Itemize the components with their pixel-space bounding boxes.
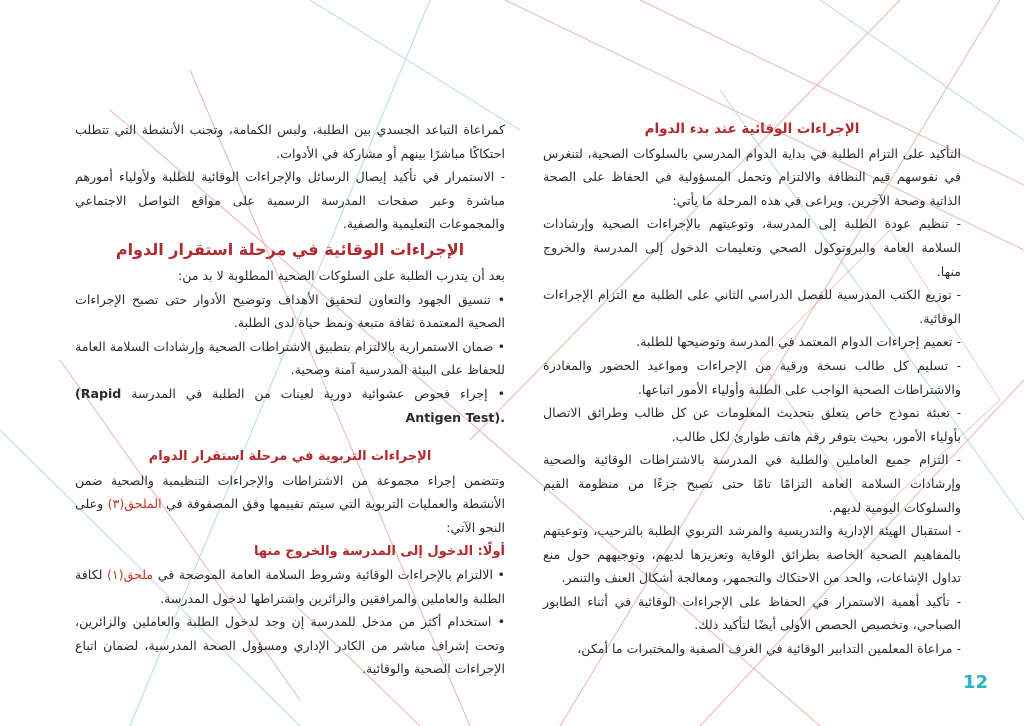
bullet-text: • إجراء فحوص عشوائية دورية لعينات من الطلبة في المدرسة (131, 385, 505, 401)
list-item: - تسليم كل طالب نسخة ورقية من الإجراءات ومواعيد الحضور والمغادرة والاشتراطات الصحية الواجب على الطلبة وأولياء الأمور اتباعها. (543, 357, 961, 397)
section-intro (75, 469, 505, 540)
list-item: - الاستمرار في تأكيد إيصال الرسائل والإجراءات الوقائية للطلبة ولأولياء أمورهم مباشرة وعبر صفحات المدرسة الرسمية على مواقع التواصل الاجتماعي والمجموعات التعليمية والصفية. (75, 169, 505, 232)
appendix-reference: ملحق(١) (106, 567, 154, 583)
continued-paragraph: كمراعاة التباعد الجسدي بين الطلبة، ولبس الكمامة، وتجنب الأنشطة التي تتطلب احتكاكًا مباشرًا بينهم أو مشاركة في الأدوات. (75, 122, 505, 161)
bullet-item (75, 563, 505, 610)
list-item: - مراعاة المعلمين التدابير الوقائية في الغرف الصفية والمختبرات ما أمكن، (577, 641, 961, 657)
section-heading-preventive-stability: الإجراءات الوقائية في مرحلة استقرار الدوام (115, 239, 465, 259)
list-item: - استقبال الهيئة الإدارية والتدريسية والمرشد التربوي الطلبة بالترحيب، وتوعيتهم بالمفاهيم الصحية الخاصة بطرائق الوقاية وتعزيزها لديهم، وتوجيههم حول منع تداول الإشاعات، والحد من الاحتكاك والتجمهر، ومعالجة أشكال العنف والتنمر. (543, 523, 961, 586)
section-heading-start-of-school: الإجراءات الوقائية عند بدء الدوام (644, 121, 860, 137)
section-intro: بعد أن يتدرب الطلبة على السلوكات الصحية المطلوبة لا بد من: (177, 267, 505, 283)
list-item: - تأكيد أهمية الاستمرار في الحفاظ على الإجراءات الوقائية في أثناء الطابور الصباحي، وتخصيص الحصص الأولى أيضًا لتأكيد ذلك. (543, 593, 961, 633)
appendix-reference: الملحق(٣) (107, 496, 162, 512)
intro-end: وعلى النحو الآتي: (75, 496, 505, 535)
rapid-antigen-test-label: (Rapid Antigen Test). (75, 385, 505, 425)
left-column (75, 118, 505, 681)
subheading-entry-exit: أولًا: الدخول إلى المدرسة والخروج منها (253, 543, 505, 559)
page-number: 12 (963, 672, 989, 693)
bullet-item: • استخدام أكثر من مدخل للمدرسة إن وجد لدخول الطلبة والعاملين والزائرين، وتحت إشراف مباشر من الكادر الإداري ومسؤول الصحة المدرسية، لضمان اتباع الإجراءات الصحية والوقائية. (75, 614, 505, 677)
bullet-text: • الالتزام بالإجراءات الوقائية وشروط السلامة العامة الموضحة في (157, 567, 505, 583)
list-item: - توزيع الكتب المدرسية للفصل الدراسي الثاني على الطلبة مع التزام الإجراءات الوقائية. (543, 287, 961, 326)
list-item: - تعميم إجراءات الدوام المعتمد في المدرسة وتوضيحها للطلبة. (636, 334, 961, 350)
right-column (543, 118, 961, 661)
list-item: - التزام جميع العاملين والطلبة في المدرسة بالاشتراطات الوقائية والصحية وإرشادات السلامة العامة التزامًا تامًا حتى تصبح جزءًا من منظومة القيم والسلوكات اليومية لديهم. (543, 452, 961, 515)
list-item: - تنظيم عودة الطلبة إلى المدرسة، وتوعيتهم بالإجراءات الصحية وإرشادات السلامة العامة والبروتوكول الصحي وتعليمات الدخول إلى المدرسة والخروج منها. (543, 216, 961, 279)
section-heading-educational-stability: الإجراءات التربوية في مرحلة استقرار الدوام (148, 449, 432, 465)
intro-text: وتتضمن إجراء مجموعة من الاشتراطات والإجراءات التنظيمية والصحية ضمن الأنشطة والعمليات التربوية التي سيتم تقييمها وفق المصفوفة في (75, 472, 505, 512)
bullet-item-rapid-test (75, 382, 505, 429)
bullet-end: لكافة الطلبة والعاملين والمرافقين والزائرين واشتراطها لدخول المدرسة. (75, 567, 505, 606)
list-item: - تعبئة نموذج خاص يتعلق بتحديث المعلومات عن كل طالب وطرائق الاتصال بأولياء الأمور، بحيث يتوفر رقم هاتف طوارئ لكل طالب. (543, 405, 961, 444)
bullet-item: • تنسيق الجهود والتعاون لتحقيق الأهداف وتوضيح الأدوار حتى تصبح الإجراءات الصحية المعتمدة ثقافة متبعة ونمط حياة لدى الطلبة. (75, 291, 505, 331)
spacer (75, 429, 505, 445)
intro-paragraph: التأكيد على التزام الطلبة في بداية الدوام المدرسي بالسلوكات الصحية، لتنغرس في نفوسهم قيم النظافة والالتزام وتحمل المسؤولية في الحفاظ على الصحة الذاتية وصحة الآخرين. ويراعى في هذه المرحلة ما يأتي: (543, 145, 961, 208)
bullet-item: • ضمان الاستمرارية بالالتزام بتطبيق الاشتراطات الصحية وإرشادات السلامة العامة للحفاظ على البيئة المدرسية آمنة وصحية. (75, 338, 505, 378)
